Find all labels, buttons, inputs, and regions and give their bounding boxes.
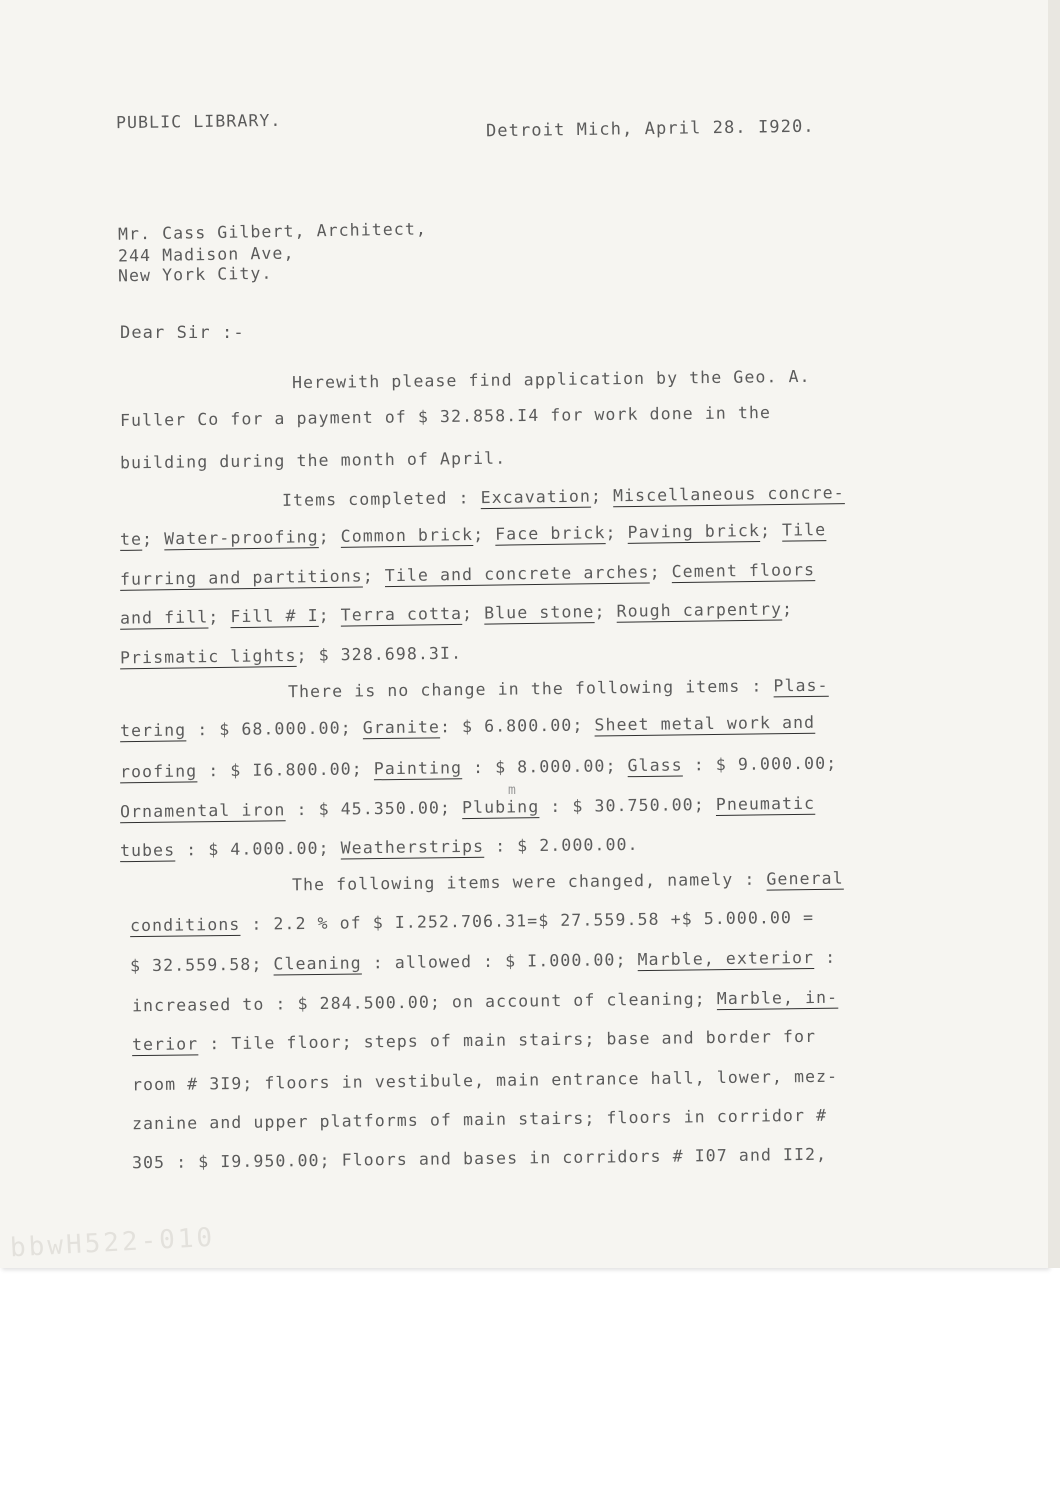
item-granite: Granite [362,717,441,738]
completed-total: ; $ 328.698.3I. [296,643,463,665]
paragraph1-line2: Fuller Co for a payment of $ 32.858.I4 for work done in the [119,403,772,430]
item-tile: Tile [781,520,827,540]
paragraph2-line3: furring and partitions; Tile and concrete arches; Cement floors [119,560,816,589]
paragraph3-line3: roofing : $ I6.800.00; Painting : $ 8.000.00; Glass : $ 9.000.00; [119,753,838,782]
item-marble-exterior: Marble, exterior [637,947,815,970]
item-weatherstrips: Weatherstrips [340,836,485,858]
paragraph4-line8: 305 : $ I9.950.00; Floors and bases in corridors # I07 and II2, [131,1144,828,1173]
item-water-proofing: Water-proofing [164,527,319,549]
item-conditions: conditions [129,914,241,936]
paragraph3-line5: tubes : $ 4.000.00; Weatherstrips : $ 2.000.00. [119,834,639,861]
item-excavation: Excavation [480,486,592,508]
letterhead-org: PUBLIC LIBRARY. [115,110,282,133]
handwritten-insert-m: m [508,783,516,798]
item-face-brick: Face brick [495,523,606,544]
page-edge [1048,0,1060,1268]
recipient-street: 244 Madison Ave, [117,243,295,266]
item-terra-cotta: Terra cotta [340,603,463,625]
item-ornamental-iron: Ornamental iron [119,800,286,822]
item-roofing: roofing [119,761,198,782]
item-tubes: tubes [119,840,176,861]
paragraph2-line2: te; Water-proofing; Common brick; Face brick; Paving brick; Tile [119,520,827,549]
item-cleaning: Cleaning [273,953,362,974]
recipient-name: Mr. Cass Gilbert, Architect, [117,219,428,244]
paragraph4-line1: The following items were changed, namely : General [291,868,844,895]
item-blue-stone: Blue stone [484,602,595,623]
paragraph4-line2 [130,908,814,935]
paragraph4-line4: increased to : $ 284.500.00; on account of cleaning; Marble, in- [131,987,839,1016]
paragraph2-line4: and fill; Fill # I; Terra cotta; Blue stone; Rough carpentry; [119,599,794,628]
item-tile-furring: furring and partitions [119,566,363,589]
paragraph3-line1: There is no change in the following items : Plas- [287,675,829,702]
paragraph4-line3: $ 32.559.58; Cleaning : allowed : $ I.000.00; Marble, exterior : [129,947,837,976]
general-conditions-calc: : 2.2 % of $ I.252.706.31=$ 27.559.58 +$ 5.000.00 = [240,907,815,934]
paragraph3-line4: Ornamental iron : $ 45.350.00; Plubing : $ 30.750.00; Pneumatic [119,793,816,822]
item-fill-1: Fill # I [230,605,319,627]
paragraph3-line2: tering : $ 68.000.00; Granite: $ 6.800.00; Sheet metal work and [119,712,816,741]
item-misc-concrete: Miscellaneous concre- [612,483,845,506]
item-paving-brick: Paving brick [627,520,761,542]
item-sheet-metal: Sheet metal work and [594,712,816,735]
items-completed-label: Items completed : [281,488,481,510]
item-rough-carpentry: Rough carpentry [616,599,783,621]
item-common-brick: Common brick [340,525,474,546]
item-prismatic-lights: Prismatic lights [119,645,297,668]
item-marble-interior: Marble, in- [716,987,839,1009]
item-cement-floors: Cement floors [671,560,816,582]
pencil-archive-number: bbwH522-010 [9,1222,216,1264]
paragraph4-line7: zanine and upper platforms of main stairs; floors in corridor # [131,1105,828,1134]
paragraph4-line6: room # 3I9; floors in vestibule, main entrance hall, lower, mez- [131,1066,839,1095]
item-tile-concrete-arches: Tile and concrete arches [384,562,650,586]
salutation: Dear Sir :- [120,323,245,343]
paragraph1-line3: building during the month of April. [119,448,507,473]
item-general: General [766,868,844,889]
recipient-city: New York City. [117,263,273,286]
paragraph2-line1: Items completed : Excavation; Miscellaneous concre- [281,483,845,510]
paragraph2-line5 [120,644,462,668]
item-pneumatic: Pneumatic [715,793,816,814]
paragraph1-line1: Herewith please find application by the Geo. A. [291,366,811,393]
item-glass: Glass [627,755,683,776]
paragraph4-line5: terior : Tile floor; steps of main stairs; base and border for [131,1026,817,1055]
item-plumbing: Plubing [461,797,540,818]
item-plastering: Plas- [773,675,829,696]
item-painting: Painting [373,758,463,779]
dateline: Detroit Mich, April 28. I920. [485,116,815,142]
